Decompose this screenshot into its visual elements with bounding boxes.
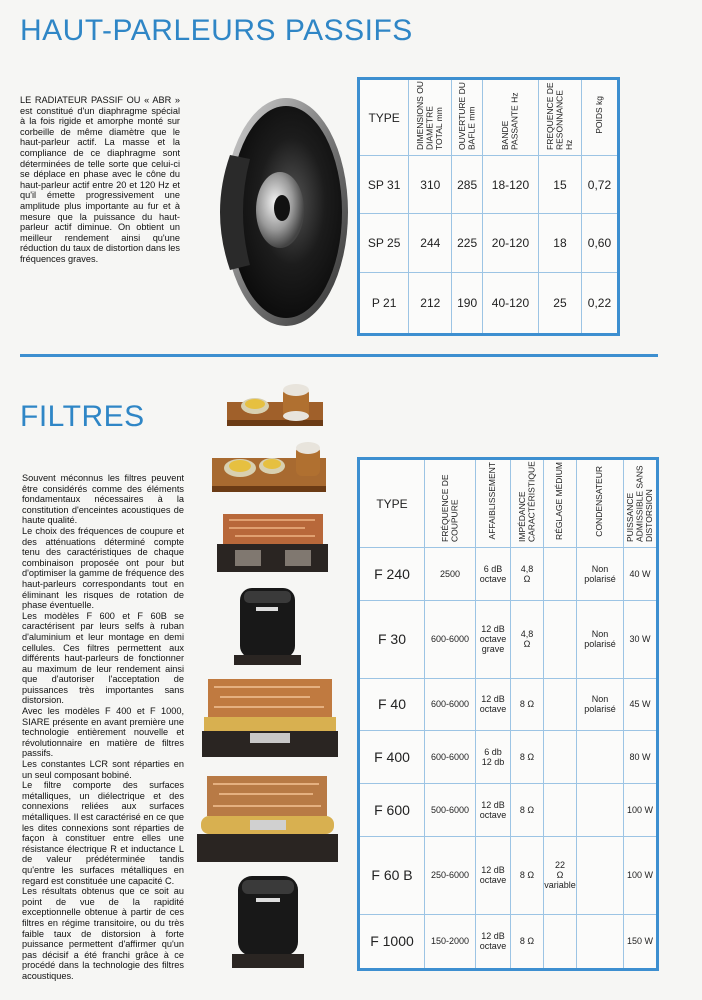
filters-description <box>22 473 184 982</box>
cell-type: F 40 <box>359 678 425 731</box>
filters-paragraph: Le choix des fréquences de coupure et des atténuations déterminé compte tenu des caractéristiques de chaque combinaison proposée ont pour but d'optimiser la gamme de fréquence des haut-parleurs correspondants tout en éliminant les risques de rotation de phase éventuelle. <box>22 525 184 611</box>
cell: 244 <box>409 214 452 272</box>
cell-type: F 600 <box>359 784 425 837</box>
header-attenuation: AFFAIBLISSEMENT <box>476 459 511 548</box>
cell: 150-2000 <box>425 914 476 969</box>
filters-paragraph: Souvent méconnus les filtres peuvent être considérés comme des éléments fondamentaux nécessaires à la constitution d'enceintes acoustiques de haute qualité. <box>22 473 184 526</box>
cell: 15 <box>538 156 581 214</box>
header-medium-adjust: RÉGLAGE MÉDIUM <box>544 459 577 548</box>
header-dimensions: DIMENSIONS OU DIAMETRE TOTAL mm <box>409 79 452 156</box>
cell: 0,72 <box>581 156 618 214</box>
header-impedance: IMPÉDANCE CARACTÉRISTIQUE <box>511 459 544 548</box>
cell: 190 <box>452 272 483 334</box>
table-row <box>359 914 658 969</box>
header-weight: POIDS kg <box>581 79 618 156</box>
cell <box>577 731 624 784</box>
cell: 18 <box>538 214 581 272</box>
cell <box>577 836 624 914</box>
filter-photo-board-2 <box>210 438 328 496</box>
cell: 12 dB octave grave <box>476 600 511 678</box>
cell: Non polarisé <box>577 548 624 601</box>
table-row <box>359 784 658 837</box>
table-row <box>359 272 619 334</box>
cell: 8 Ω <box>511 836 544 914</box>
cell: 500-6000 <box>425 784 476 837</box>
filter-photo-capacitor-2 <box>228 872 308 972</box>
filter-photo-board-4 <box>200 675 340 760</box>
cell: 25 <box>538 272 581 334</box>
passive-description <box>20 95 180 265</box>
table-header-row <box>359 79 619 156</box>
cell: 285 <box>452 156 483 214</box>
table-row <box>359 156 619 214</box>
cell: 212 <box>409 272 452 334</box>
cell: 4,8 Ω <box>511 600 544 678</box>
cell: 8 Ω <box>511 914 544 969</box>
filter-photo-capacitor-1 <box>230 583 305 668</box>
cell <box>544 548 577 601</box>
filter-photo-board-5 <box>195 772 340 864</box>
cell: 12 dB octave <box>476 836 511 914</box>
cell: 80 W <box>624 731 658 784</box>
table-header-row <box>359 459 658 548</box>
cell <box>544 600 577 678</box>
cell <box>544 914 577 969</box>
table-row <box>359 548 658 601</box>
filters-paragraph: Les constantes LCR sont réparties en un seul composant bobiné. <box>22 759 184 780</box>
cell: 600-6000 <box>425 678 476 731</box>
cell: 100 W <box>624 784 658 837</box>
cell: 250-6000 <box>425 836 476 914</box>
cell <box>544 678 577 731</box>
cell-type: P 21 <box>359 272 409 334</box>
cell: 40 W <box>624 548 658 601</box>
cell: 12 dB octave <box>476 784 511 837</box>
table-row <box>359 836 658 914</box>
cell: 18-120 <box>482 156 538 214</box>
cell: 30 W <box>624 600 658 678</box>
cell: 8 Ω <box>511 678 544 731</box>
table-row <box>359 678 658 731</box>
filters-paragraph: Avec les modèles F 400 et F 1000, SIARE présente en avant première une technologie entièrement nouvelle et révolutionnaire en matière de filtres passifs. <box>22 706 184 759</box>
cell-type: SP 25 <box>359 214 409 272</box>
filters-paragraph: Les modèles F 600 et F 60B se caractérisent par leurs selfs à ruban d'aluminium et leur montage en demi cellules. Ces filtres permettent aux différents haut-parleurs de fonctionner au maximum de leur rendement ainsi que d'autoriser l'acceptation de puissances très importantes sans distorsion. <box>22 610 184 706</box>
section-title-filters: FILTRES <box>20 400 145 433</box>
cell-type: F 60 B <box>359 836 425 914</box>
filters-spec-table <box>357 457 659 971</box>
cell-type: F 30 <box>359 600 425 678</box>
cell: 45 W <box>624 678 658 731</box>
header-resonance: FREQUENCE DE RESONNANCE Hz <box>538 79 581 156</box>
speaker-photo <box>190 95 350 330</box>
cell <box>544 731 577 784</box>
section-title-passive: HAUT-PARLEURS PASSIFS <box>20 14 413 47</box>
table-row <box>359 731 658 784</box>
header-capacitor: CONDENSATEUR <box>577 459 624 548</box>
header-opening: OUVERTURE DU BAFLE mm <box>452 79 483 156</box>
cell: 0,60 <box>581 214 618 272</box>
cell: 0,22 <box>581 272 618 334</box>
passive-paragraph: LE RADIATEUR PASSIF OU « ABR » est constitué d'un diaphragme spécial à la fois rigide et amorphe monté sur corbeille de même diamètre que le haut-parleur actif. La masse et la compliance de ce diaphragme sont déterminées de telle sorte que celui-ci se déplace en phase avec le cône du haut-parleur actif entre 20 et 120 Hz et qu'il émette progressivement une amplitude plus importante au fur et à mesure que la puissance du haut-parleur actif diminue. On obtient un meilleur rendement ainsi qu'une réduction du taux de distortion dans les fréquences graves. <box>20 95 180 264</box>
cell: Non polarisé <box>577 678 624 731</box>
cell: 310 <box>409 156 452 214</box>
header-bandwidth: BANDE PASSANTE Hz <box>482 79 538 156</box>
cell <box>577 784 624 837</box>
cell: 40-120 <box>482 272 538 334</box>
cell: 12 dB octave <box>476 678 511 731</box>
cell-type: F 240 <box>359 548 425 601</box>
cell: 4,8 Ω <box>511 548 544 601</box>
cell: 600-6000 <box>425 731 476 784</box>
cell: 600-6000 <box>425 600 476 678</box>
filters-paragraph: Les résultats obtenus que ce soit au point de vue de la rapidité exceptionnelle obtenue à partir de ces filtres en régime transitoire, ou du très faible taux de distorsion à forte puissance permettent d'affirmer qu'un pas décisif a été franchi grâce à ce procédé dans la technologie des filtres acoustiques. <box>22 886 184 981</box>
cell: 2500 <box>425 548 476 601</box>
table-row <box>359 214 619 272</box>
cell <box>577 914 624 969</box>
passive-spec-table <box>357 77 620 336</box>
section-divider <box>20 354 658 357</box>
header-power: PUISSANCE ADMISSIBLE SANS DISTORSION <box>624 459 658 548</box>
header-type: TYPE <box>359 79 409 156</box>
filters-paragraph: Le filtre comporte des surfaces métalliques, un diélectrique et des connexions reliées aux surfaces métalliques. Il est caractérisé en ce que les dites connexions sont réparties de façon à constituer entre elles une résistance électrique R et inductance L de valeur prédéterminée tandis qu'entre les surfaces métalliques en regard est constituée une capacité C. <box>22 780 184 886</box>
cell: 8 Ω <box>511 731 544 784</box>
table-row <box>359 600 658 678</box>
cell: 100 W <box>624 836 658 914</box>
header-cutoff: FRÉQUENCE DE COUPURE <box>425 459 476 548</box>
cell: 150 W <box>624 914 658 969</box>
cell: 8 Ω <box>511 784 544 837</box>
cell: 12 dB octave <box>476 914 511 969</box>
header-type: TYPE <box>359 459 425 548</box>
cell: 22 Ω variable <box>544 836 577 914</box>
cell: 225 <box>452 214 483 272</box>
cell <box>544 784 577 837</box>
filter-photo-board-3 <box>215 510 330 575</box>
cell-type: F 400 <box>359 731 425 784</box>
cell-type: F 1000 <box>359 914 425 969</box>
cell: 6 db 12 db <box>476 731 511 784</box>
cell-type: SP 31 <box>359 156 409 214</box>
filter-photo-board-1 <box>225 380 325 430</box>
cell: 6 dB octave <box>476 548 511 601</box>
cell: 20-120 <box>482 214 538 272</box>
cell: Non polarisé <box>577 600 624 678</box>
